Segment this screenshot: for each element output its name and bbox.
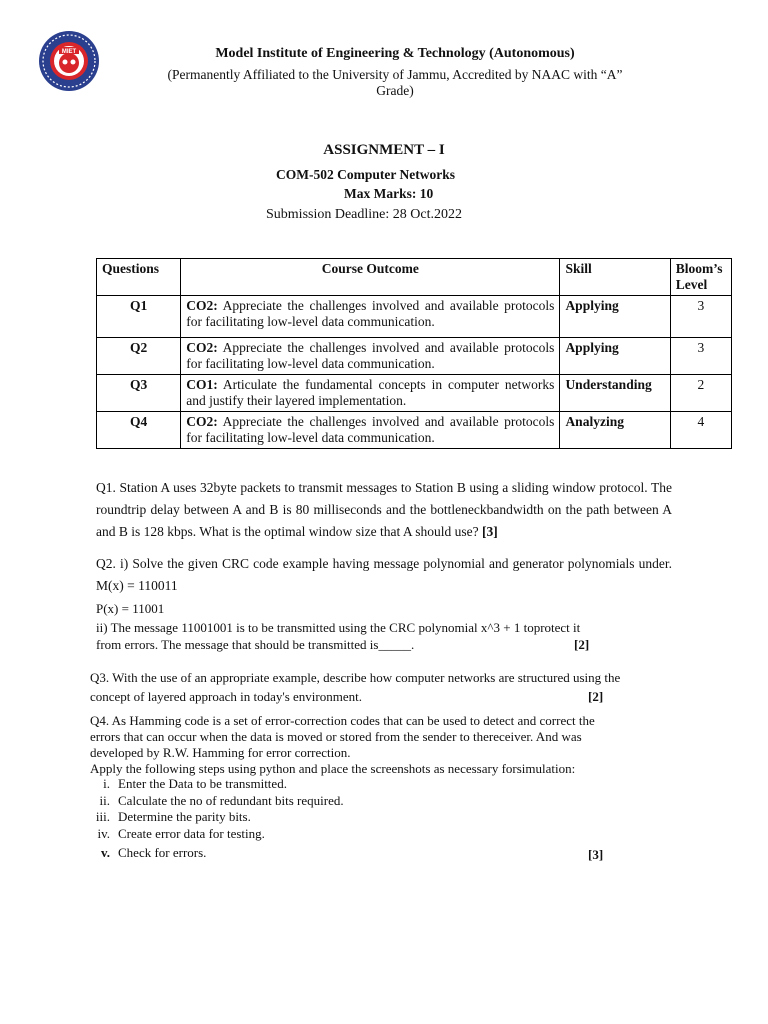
affiliation	[140, 67, 650, 99]
question-cell: Q3	[97, 375, 181, 412]
outcome-code: CO2:	[186, 340, 218, 355]
level-cell: 4	[670, 412, 731, 449]
question-2-part-ii: ii) The message 11001001 is to be transmitted using the CRC polynomial x^3 + 1 toprotect it	[96, 620, 581, 635]
question-2-part-i: Q2. i) Solve the given CRC code example having message polynomial and generator polynomials under. M(x) = 110011	[96, 556, 672, 593]
step-number: i.	[103, 776, 110, 791]
outcome-cell	[181, 375, 560, 412]
question-3-line-2: concept of layered approach in today's environment.	[90, 689, 362, 704]
table-header-row	[97, 259, 732, 296]
question-4-line-4: Apply the following steps using python and place the screenshots as necessary forsimulation:	[90, 761, 576, 776]
question-3-marks: [2]	[588, 689, 604, 704]
question-4-marks: [3]	[588, 847, 604, 862]
question-3-line-1: Q3. With the use of an appropriate example, describe how computer networks are structured using the	[90, 670, 621, 685]
question-4-line-2: errors that can occur when the data is moved or stored from the sender to thereceiver. And was	[90, 729, 582, 744]
header-course-outcome: Course Outcome	[181, 259, 560, 296]
step-text: Enter the Data to be transmitted.	[118, 776, 287, 791]
question-cell: Q2	[97, 338, 181, 375]
skill-cell: Understanding	[560, 375, 670, 412]
question-cell: Q4	[97, 412, 181, 449]
submission-deadline: Submission Deadline: 28 Oct.2022	[266, 207, 462, 222]
outcome-text: Appreciate the challenges involved and available protocols for facilitating low-level data communication.	[186, 414, 555, 445]
table-row	[97, 296, 732, 338]
table-row	[97, 375, 732, 412]
course-name: COM-502 Computer Networks	[276, 167, 455, 182]
question-1-text: Q1. Station A uses 32byte packets to transmit messages to Station B using a sliding window protocol. The roundtrip delay between A and B is 80 milliseconds and the bottleneckbandwidth on the path between A and B is 128 kbps. What is the optimal window size that A should use?	[96, 480, 672, 539]
institute-seal-icon	[38, 30, 100, 92]
question-4-steps	[90, 776, 344, 862]
list-item	[90, 845, 344, 862]
skill-cell: Analyzing	[560, 412, 670, 449]
outcome-code: CO1:	[186, 377, 218, 392]
level-cell: 3	[670, 338, 731, 375]
question-4-line-1: Q4. As Hamming code is a set of error-correction codes that can be used to detect and correct the	[90, 713, 595, 728]
step-number: v.	[100, 845, 110, 860]
question-2-part-ii-cont: from errors. The message that should be transmitted is_____.	[96, 637, 415, 652]
step-text: Create error data for testing.	[118, 825, 265, 841]
institute-logo	[38, 30, 100, 92]
outcome-code: CO2:	[186, 298, 218, 313]
outcome-code: CO2:	[186, 414, 218, 429]
skill-cell: Applying	[560, 338, 670, 375]
outcome-text: Appreciate the challenges involved and available protocols for facilitating low-level data communication.	[186, 340, 555, 371]
question-cell: Q1	[97, 296, 181, 338]
outcome-cell	[181, 338, 560, 375]
table-row	[97, 412, 732, 449]
table-row	[97, 338, 732, 375]
outcome-cell	[181, 412, 560, 449]
outcome-text: Articulate the fundamental concepts in computer networks and justify their layered implementation.	[186, 377, 555, 408]
step-number: iv.	[97, 825, 110, 841]
step-text: Determine the parity bits.	[118, 809, 251, 824]
skill-cell: Applying	[560, 296, 670, 338]
step-text: Check for errors.	[118, 845, 207, 860]
affiliation-line-1: (Permanently Affiliated to the University of Jammu, Accredited by NAAC with “A”	[167, 67, 623, 82]
step-text: Calculate the no of redundant bits required.	[118, 792, 344, 808]
level-cell: 3	[670, 296, 731, 338]
question-1-marks: [3]	[481, 524, 498, 539]
question-1	[96, 477, 672, 543]
header-blooms-level: Bloom’s Level	[670, 259, 731, 296]
assignment-title: ASSIGNMENT – I	[323, 142, 445, 158]
header-skill: Skill	[560, 259, 670, 296]
affiliation-line-2: Grade)	[376, 83, 414, 98]
question-2-marks: [2]	[574, 637, 590, 652]
course-outcome-table	[96, 258, 732, 449]
list-item	[90, 826, 344, 843]
list-item	[90, 793, 344, 810]
logo-text: MIET	[61, 49, 77, 55]
step-number: iii.	[95, 809, 110, 824]
institute-name: Model Institute of Engineering & Technology (Autonomous)	[215, 46, 575, 61]
list-item	[90, 809, 344, 826]
level-cell: 2	[670, 375, 731, 412]
step-number: ii.	[99, 792, 110, 808]
question-2-generator: P(x) = 11001	[96, 601, 165, 616]
header-questions: Questions	[97, 259, 181, 296]
max-marks: Max Marks: 10	[344, 186, 434, 201]
outcome-cell	[181, 296, 560, 338]
list-item	[90, 776, 344, 793]
question-4-line-3: developed by R.W. Hamming for error correction.	[90, 745, 351, 760]
outcome-text: Appreciate the challenges involved and available protocols for facilitating low-level data communication.	[186, 298, 555, 329]
